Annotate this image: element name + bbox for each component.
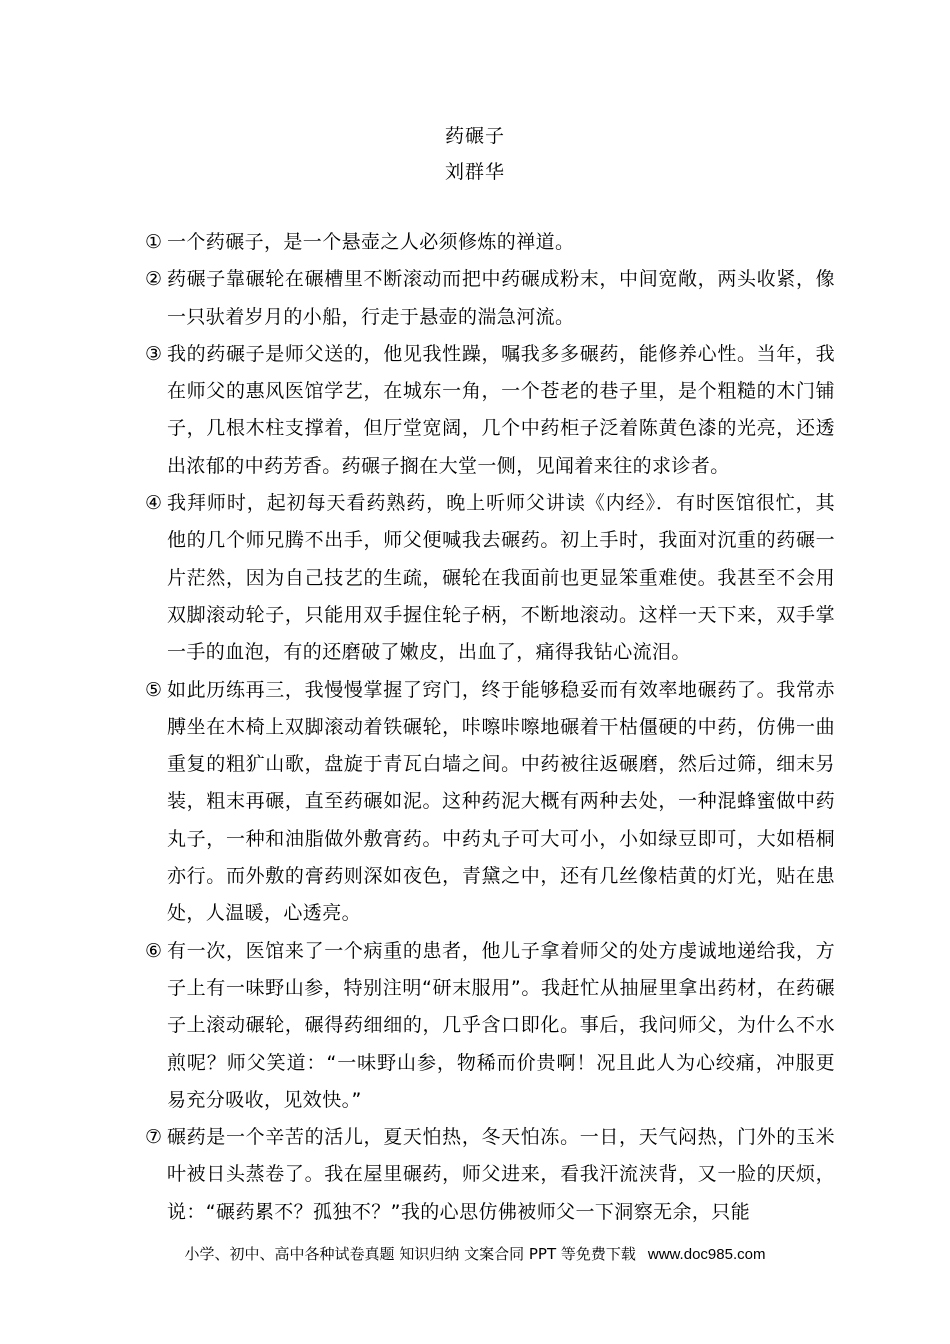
paragraph-5 — [145, 672, 835, 933]
paragraph-text: 一个药碾子，是一个悬壶之人必须修炼的禅道。 — [167, 231, 575, 253]
paragraph-text: 我拜师时，起初每天看药熟药，晚上听师父讲读《内经》．有时医馆很忙，其他的几个师兄腾不出手，师父便喊我去碾药。初上手时，我面对沉重的药碾一片茫然，因为自己技艺的生疏，碾轮在我面前也更显笨重难使。我甚至不会用双脚滚动轮子，只能用双手握住轮子柄，不断地滚动。这样一天下来，双手掌一手的血泡，有的还磨破了嫩皮，出血了，痛得我钻心流泪。 — [167, 492, 835, 664]
paragraph-number: ⑦ — [145, 1126, 163, 1149]
article-title: 药碾子 — [444, 125, 505, 147]
paragraph-4 — [145, 485, 835, 671]
paragraph-6 — [145, 933, 835, 1119]
paragraph-7 — [145, 1119, 835, 1231]
paragraph-text: 我的药碾子是师父送的，他见我性躁，嘱我多多碾药，能修养心性。当年，我在师父的惠风医馆学艺，在城东一角，一个苍老的巷子里，是个粗糙的木门铺子，几根木柱支撑着，但厅堂宽阔，几个中药柜子泛着陈黄色漆的光亮，还透出浓郁的中药芳香。药碾子搁在大堂一侧，见闻着来往的求诊者。 — [167, 342, 835, 477]
paragraph-number: ③ — [145, 342, 163, 365]
paragraph-1 — [145, 224, 835, 261]
paragraph-number: ⑤ — [145, 678, 163, 701]
paragraph-2 — [145, 261, 835, 336]
paragraph-text: 碾药是一个辛苦的活儿，夏天怕热，冬天怕冻。一日，天气闷热，门外的玉米叶被日头蒸卷了。我在屋里碾药，师父进来，看我汗流浃背，又一脸的厌烦，说：“碾药累不？孤独不？”我的心思仿佛被师父一下洞察无余，只能 — [167, 1126, 835, 1223]
footer-link[interactable]: www.doc985.com — [647, 1246, 766, 1263]
paragraph-number: ④ — [145, 492, 163, 515]
paragraph-number: ⑥ — [145, 939, 163, 962]
page-footer — [0, 1242, 950, 1267]
paragraph-text: 如此历练再三，我慢慢掌握了窍门，终于能够稳妥而有效率地碾药了。我常赤膊坐在木椅上双脚滚动着铁碾轮，咔嚓咔嚓地碾着干枯僵硬的中药，仿佛一曲重复的粗犷山歌，盘旋于青瓦白墙之间。中药被往返碾磨，然后过筛，细末另装，粗末再碾，直至药碾如泥。这种药泥大概有两种去处，一种混蜂蜜做中药丸子，一种和油脂做外敷膏药。中药丸子可大可小，小如绿豆即可，大如梧桐亦行。而外敷的膏药则深如夜色，青黛之中，还有几丝像桔黄的灯光，贴在患处，人温暖，心透亮。 — [167, 678, 835, 925]
paragraph-3 — [145, 336, 835, 485]
paragraph-number: ② — [145, 268, 163, 291]
footer-text: 小学、初中、高中各种试卷真题 知识归纳 文案合同 PPT 等免费下载 — [184, 1245, 636, 1263]
article-body — [145, 224, 835, 1231]
article-author: 刘群华 — [444, 161, 505, 183]
paragraph-text: 有一次，医馆来了一个病重的患者，他儿子拿着师父的处方虔诚地递给我，方子上有一味野山参，特别注明“研末服用”。我赶忙从抽屉里拿出药材，在药碾子上滚动碾轮，碾得药细细的，几乎含口即化。事后，我问师父，为什么不水煎呢？师父笑道：“一味野山参，物稀而价贵啊！况且此人为心绞痛，冲服更易充分吸收，见效快。” — [167, 939, 835, 1111]
paragraph-text: 药碾子靠碾轮在碾槽里不断滚动而把中药碾成粉末，中间宽敞，两头收紧，像一只驮着岁月的小船，行走于悬壶的湍急河流。 — [167, 268, 835, 328]
paragraph-number: ① — [145, 231, 163, 253]
